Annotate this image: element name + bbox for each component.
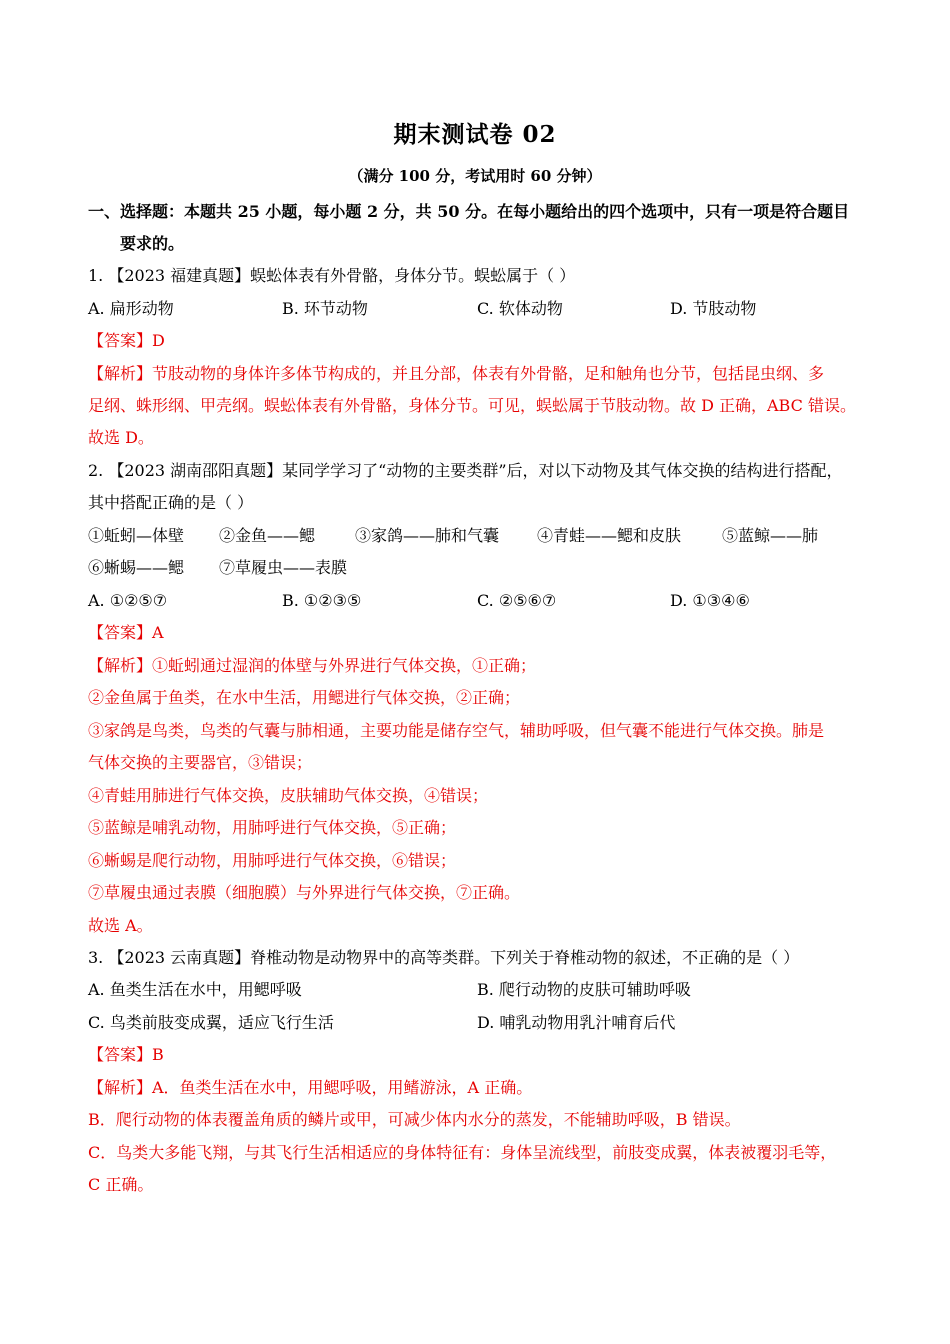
q3-option-b: B. 爬行动物的皮肤可辅助呼吸: [477, 980, 691, 999]
q1-answer: 【答案】D: [88, 331, 165, 350]
question-2-stem: 2. 【2023 湖南邵阳真题】某同学学习了“动物的主要类群”后，对以下动物及其气体交换的结构进行搭配，: [88, 461, 843, 480]
q2-match-item: ③家鸽——肺和气囊: [355, 526, 500, 545]
q2-match-item: ⑥蜥蜴——鳃: [88, 558, 185, 577]
q2-matches-row: [88, 520, 878, 552]
section-heading: 一、选择题：本题共 25 小题，每小题 2 分，共 50 分。在每小题给出的四个选项中，只有一项是符合题目: [88, 202, 850, 221]
question-1-stem: 1. 【2023 福建真题】蜈蚣体表有外骨骼，身体分节。蜈蚣属于（ ）: [88, 266, 576, 285]
q2-match-item: ②金鱼——鳃: [219, 526, 316, 545]
q1-analysis-line: 足纲、蛛形纲、甲壳纲。蜈蚣体表有外骨骼，身体分节。可见，蜈蚣属于节肢动物。故 D 正确，ABC 错误。: [88, 396, 856, 415]
q2-match-item: ①蚯蚓—体壁: [88, 526, 185, 545]
q3-analysis-line: C 正确。: [88, 1175, 154, 1194]
question-3-options-row: [88, 1007, 878, 1039]
q2-analysis-line: ②金鱼属于鱼类，在水中生活，用鳃进行气体交换，②正确；: [88, 688, 521, 707]
q3-analysis-line: C．鸟类大多能飞翔，与其飞行生活相适应的身体特征有：身体呈流线型，前肢变成翼，体表被覆羽毛等，: [88, 1143, 837, 1162]
q1-analysis-line: 故选 D。: [88, 428, 154, 447]
question-2-options: [88, 585, 878, 617]
q2-match-item: ⑤蓝鲸——肺: [722, 526, 819, 545]
q2-analysis-line: ③家鸽是鸟类，鸟类的气囊与肺相通，主要功能是储存空气，辅助呼吸，但气囊不能进行气体交换。肺是: [88, 721, 825, 740]
q1-option-d: D. 节肢动物: [670, 299, 757, 318]
q2-match-item: ④青蛙——鳃和皮肤: [537, 526, 682, 545]
q2-matches-row: [88, 552, 878, 584]
question-1-options: [88, 293, 878, 325]
q2-analysis-line: 气体交换的主要器官，③错误；: [88, 753, 313, 772]
question-3-stem: 3. 【2023 云南真题】脊椎动物是动物界中的高等类群。下列关于脊椎动物的叙述，不正确的是（ ）: [88, 948, 800, 967]
q2-match-item: ⑦草履虫——表膜: [219, 558, 348, 577]
q2-analysis-line: ⑤蓝鲸是哺乳动物，用肺呼进行气体交换，⑤正确；: [88, 818, 457, 837]
q2-option-b: B. ①②③⑤: [282, 591, 362, 610]
q1-option-c: C. 软体动物: [477, 299, 563, 318]
question-3-options-row: [88, 974, 878, 1006]
q1-option-a: A. 扁形动物: [88, 299, 174, 318]
q3-answer: 【答案】B: [88, 1045, 164, 1064]
q3-option-a: A. 鱼类生活在水中，用鳃呼吸: [88, 980, 302, 999]
question-2-stem-cont: 其中搭配正确的是（ ）: [88, 493, 254, 512]
q2-analysis-line: 故选 A。: [88, 916, 153, 935]
q3-option-d: D. 哺乳动物用乳汁哺育后代: [477, 1013, 676, 1032]
q3-analysis-line: B．爬行动物的体表覆盖角质的鳞片或甲，可减少体内水分的蒸发，不能辅助呼吸，B 错误。: [88, 1110, 741, 1129]
q2-analysis-line: ⑥蜥蜴是爬行动物，用肺呼进行气体交换，⑥错误；: [88, 851, 457, 870]
q1-analysis-line: 【解析】节肢动物的身体许多体节构成的，并且分部，体表有外骨骼，足和触角也分节，包括昆虫纲、多: [88, 364, 825, 383]
q2-option-c: C. ②⑤⑥⑦: [477, 591, 557, 610]
q1-option-b: B. 环节动物: [282, 299, 368, 318]
section-heading-cont: 要求的。: [120, 234, 185, 253]
page-title: 期末测试卷 02: [393, 121, 557, 148]
q2-option-a: A. ①②⑤⑦: [88, 591, 168, 610]
q2-analysis-line: ⑦草履虫通过表膜（细胞膜）与外界进行气体交换，⑦正确。: [88, 883, 521, 902]
page-subtitle: （满分 100 分，考试用时 60 分钟）: [348, 167, 602, 185]
q2-answer: 【答案】A: [88, 623, 164, 642]
q3-analysis-line: 【解析】A．鱼类生活在水中，用鳃呼吸，用鳍游泳，A 正确。: [88, 1078, 533, 1097]
q2-analysis-line: 【解析】①蚯蚓通过湿润的体壁与外界进行气体交换，①正确；: [88, 656, 537, 675]
q3-option-c: C. 鸟类前肢变成翼，适应飞行生活: [88, 1013, 334, 1032]
q2-option-d: D. ①③④⑥: [670, 591, 750, 610]
q2-analysis-line: ④青蛙用肺进行气体交换，皮肤辅助气体交换，④错误；: [88, 786, 489, 805]
